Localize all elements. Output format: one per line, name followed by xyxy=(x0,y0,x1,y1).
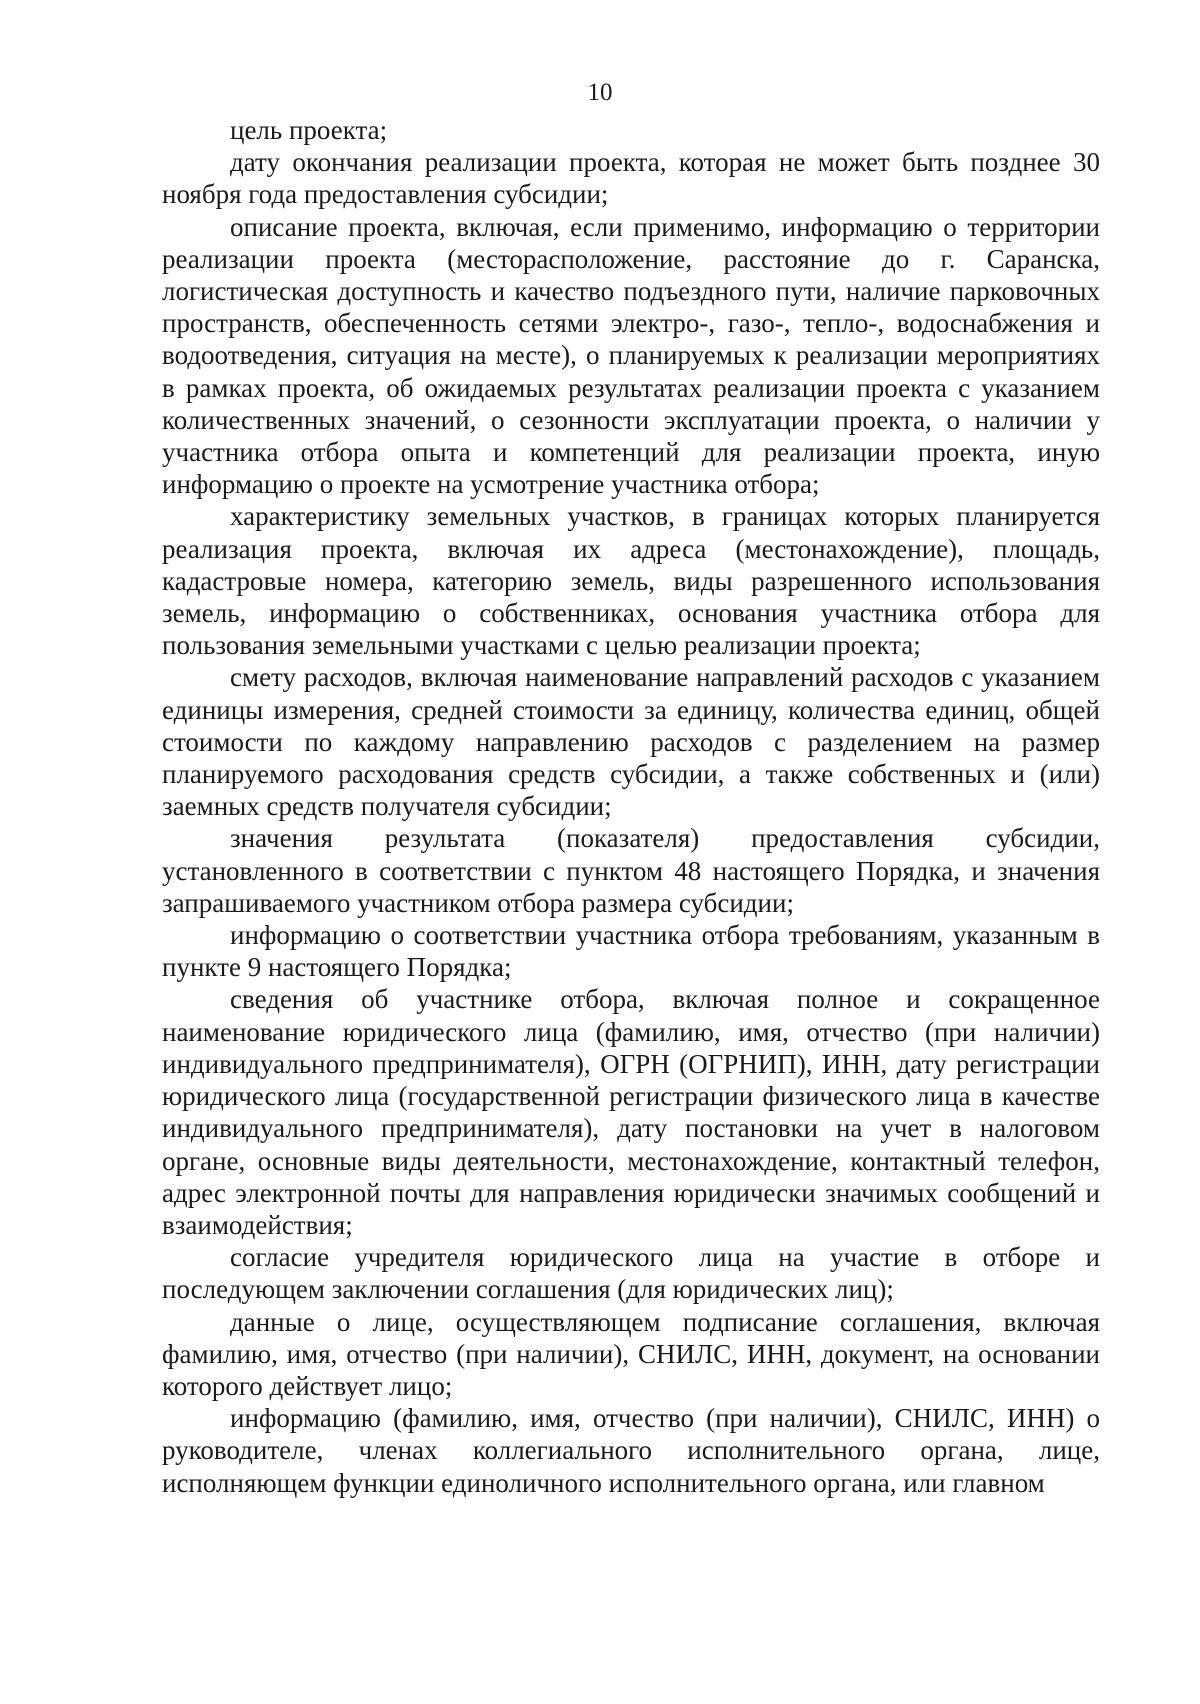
paragraph-founder-consent: согласие учредителя юридического лица на участие в отборе и последующем заключении соглашения (для юридических лиц); xyxy=(162,1242,1100,1305)
paragraph-cost-estimate: смету расходов, включая наименование направлений расходов с указанием единицы измерения, средней стоимости за единицу, количества единиц, общей стоимости по каждому направлению расходов с разделением на размер планируемого расходования средств субсидии, а также собственных и (или) заемных средств получателя субсидии; xyxy=(162,662,1100,822)
paragraph-project-goal: цель проекта; xyxy=(230,115,388,145)
paragraph-participant-info: сведения об участнике отбора, включая полное и сокращенное наименование юридического лица (фамилию, имя, отчество (при наличии) индивидуального предпринимателя), ОГРН (ОГРНИП), ИНН, дату регистрации юридического лица (государственной регистрации физического лица в качестве индивидуального предпринимателя), дату постановки на учет в налоговом органе, основные виды деятельности, местонахождение, контактный телефон, адрес электронной почты для направления юридически значимых сообщений и взаимодействия; xyxy=(162,984,1100,1240)
paragraph-requirements-compliance: информацию о соответствии участника отбора требованиям, указанным в пункте 9 настоящего Порядка; xyxy=(162,920,1100,983)
paragraph-signatory-data: данные о лице, осуществляющем подписание соглашения, включая фамилию, имя, отчество (при наличии), СНИЛС, ИНН, документ, на основании которого действует лицо; xyxy=(162,1306,1100,1401)
paragraph-management-info: информацию (фамилию, имя, отчество (при наличии), СНИЛС, ИНН) о руководителе, членах коллегиального исполнительного органа, лице, исполняющем функции единоличного исполнительного органа, или главном xyxy=(162,1403,1100,1498)
document-body xyxy=(162,114,1100,1499)
paragraph-land-plots: характеристику земельных участков, в границах которых планируется реализация проекта, включая их адреса (местонахождение), площадь, кадастровые номера, категорию земель, виды разрешенного использования земель, информацию о собственниках, основания участника отбора для пользования земельными участками с целью реализации проекта; xyxy=(162,501,1100,661)
page-number: 10 xyxy=(587,79,613,106)
paragraph-project-description: описание проекта, включая, если применимо, информацию о территории реализации проекта (месторасположение, расстояние до г. Саранска, логистическая доступность и качество подъездного пути, наличие парковочных пространств, обеспеченность сетями электро-, газо-, тепло-, водоснабжения и водоотведения, ситуация на месте), о планируемых к реализации мероприятиях в рамках проекта, об ожидаемых результатах реализации проекта с указанием количественных значений, о сезонности эксплуатации проекта, о наличии у участника отбора опыта и компетенций для реализации проекта, иную информацию о проекте на усмотрение участника отбора; xyxy=(162,211,1100,500)
paragraph-end-date: дату окончания реализации проекта, которая не может быть позднее 30 ноября года предоставления субсидии; xyxy=(162,147,1100,210)
paragraph-result-values: значения результата (показателя) предоставления субсидии, установленного в соответствии с пунктом 48 настоящего Порядка, и значения запрашиваемого участником отбора размера субсидии; xyxy=(162,823,1100,918)
